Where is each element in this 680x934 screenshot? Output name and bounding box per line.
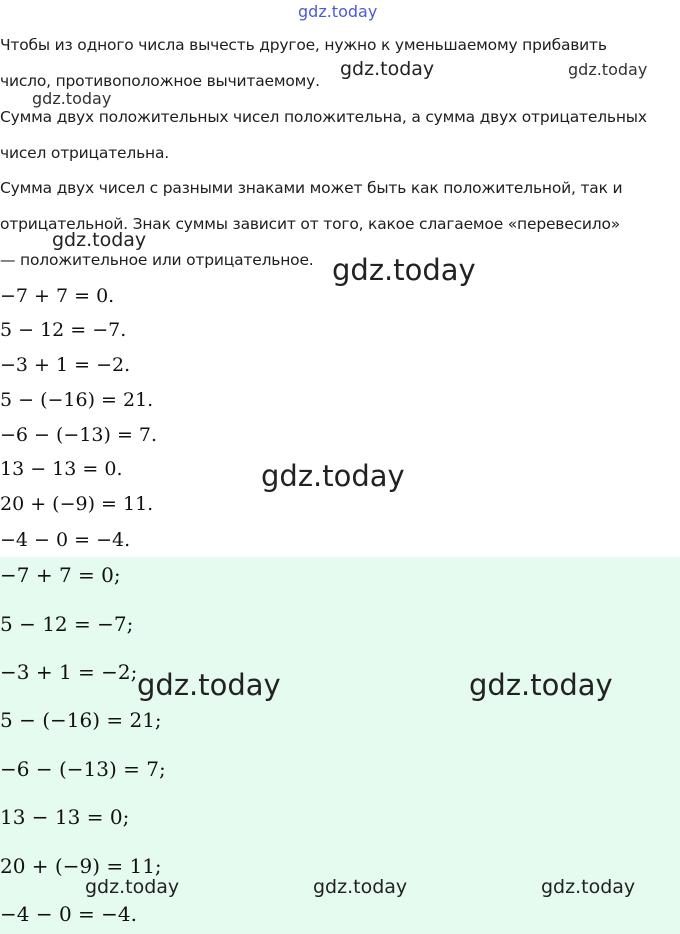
watermark: gdz.today — [541, 876, 636, 898]
equation: −4 − 0 = −4. — [0, 529, 131, 551]
paragraph-line: Сумма двух чисел с разными знаками может быть как положительной, так и — [0, 179, 623, 197]
answer-equation: 5 − 12 = −7; — [0, 612, 134, 636]
equation: 5 − (−16) = 21. — [0, 389, 154, 411]
answer-equation: 20 + (−9) = 11; — [0, 854, 162, 878]
paragraph-line: число, противоположное вычитаемому. — [0, 72, 320, 90]
answer-equation: −3 + 1 = −2; — [0, 660, 138, 684]
site-logo[interactable]: gdz.today — [298, 2, 378, 21]
watermark: gdz.today — [137, 668, 281, 702]
paragraph-line: отрицательной. Знак суммы зависит от того, какое слагаемое «перевесило» — [0, 215, 621, 233]
watermark: gdz.today — [85, 876, 180, 898]
answer-equation: −6 − (−13) = 7; — [0, 757, 166, 781]
equation: −6 − (−13) = 7. — [0, 424, 158, 446]
answer-equation: −4 − 0 = −4. — [0, 902, 137, 926]
watermark: gdz.today — [32, 89, 112, 108]
answer-equation: 5 − (−16) = 21; — [0, 708, 162, 732]
equation: 5 − 12 = −7. — [0, 319, 127, 341]
paragraph-line: чисел отрицательна. — [0, 144, 169, 162]
watermark: gdz.today — [340, 58, 435, 80]
equation: −7 + 7 = 0. — [0, 285, 115, 307]
equation: −3 + 1 = −2. — [0, 354, 131, 376]
equation: 13 − 13 = 0. — [0, 458, 123, 480]
paragraph-line: Сумма двух положительных чисел положительна, а сумма двух отрицательных — [0, 108, 647, 126]
equation: 20 + (−9) = 11. — [0, 493, 154, 515]
answer-equation: −7 + 7 = 0; — [0, 563, 121, 587]
paragraph-line: — положительное или отрицательное. — [0, 251, 314, 269]
answer-equation: 13 − 13 = 0; — [0, 805, 130, 829]
watermark: gdz.today — [469, 668, 613, 702]
watermark: gdz.today — [313, 876, 408, 898]
watermark: gdz.today — [52, 229, 147, 251]
paragraph-line: Чтобы из одного числа вычесть другое, нужно к уменьшаемому прибавить — [0, 36, 607, 54]
watermark: gdz.today — [261, 459, 405, 493]
watermark: gdz.today — [332, 253, 476, 287]
watermark: gdz.today — [568, 60, 648, 79]
